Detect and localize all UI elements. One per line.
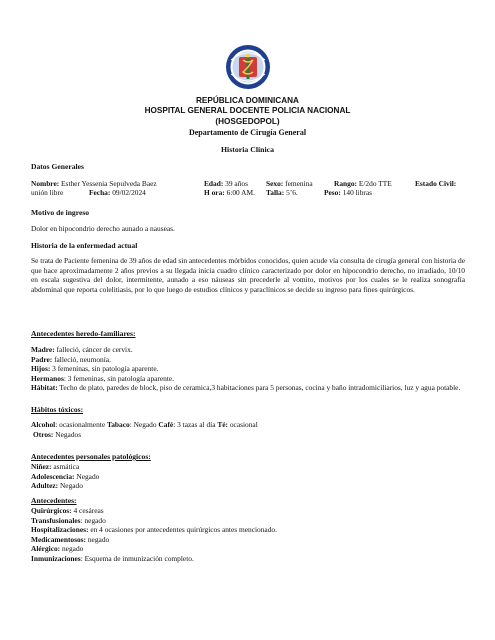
hospital-heading: HOSPITAL GENERAL DOCENTE POLICIA NACIONAL [144, 106, 351, 115]
hospitalizaciones-value: en 4 ocasiones por antecedentes quirúrgicos antes mencionado. [88, 525, 277, 535]
alcohol-value: : ocasionalmente [55, 420, 107, 429]
rango-value: E/2do TTE [358, 179, 392, 188]
heredo-list [31, 345, 465, 393]
medicamentosos-label: Medicamentosos: [31, 534, 87, 544]
hijos-label: Hijos: [31, 364, 51, 374]
otros-line [31, 430, 465, 440]
antecedentes-list [31, 506, 465, 564]
ninez-line [31, 462, 465, 472]
te-label: Té: [217, 420, 228, 429]
alergico-value: negado [60, 544, 84, 554]
talla-field [266, 188, 298, 198]
hermanos-line [31, 374, 465, 384]
document-title: Historia Clínica [220, 145, 275, 154]
padre-value: falleció, neumonía. [52, 354, 111, 364]
adultez-line [31, 481, 465, 491]
quirurgicos-label: Quirúrgicos: [31, 506, 72, 515]
peso-field [324, 188, 372, 198]
hermanos-value: : 3 femeninas, sin patología aparente. [63, 373, 175, 383]
hijos-value: 3 femeninas, sin patología aparente. [50, 364, 159, 374]
hospital-acronym: (HOSGEDOPOL) [215, 117, 280, 126]
peso-label: Peso: [324, 188, 341, 197]
adultez-value: Negado [58, 481, 83, 491]
motivo-text: Dolor en hipocondrio derecho aunado a nauseas. [31, 224, 175, 233]
ninez-value: asmática [51, 462, 80, 471]
antecedentes-title: Antecedentes: [31, 496, 77, 505]
adolescencia-line [31, 472, 465, 482]
hora-label: H ora: [204, 188, 225, 197]
inmunizaciones-label: Inmunizaciones [31, 553, 81, 563]
hora-value: 6:00 AM. [226, 188, 255, 197]
padre-label: Padre: [31, 354, 53, 364]
transfusionales-line [31, 516, 465, 526]
nombre-label: Nombre: [31, 179, 60, 188]
te-value: ocasional [228, 420, 258, 429]
habitat-line [31, 383, 465, 393]
alcohol-label: Alcohol [31, 420, 56, 429]
sexo-value: femenina [285, 179, 313, 188]
country-heading: REPÚBLICA DOMINICANA [196, 96, 299, 105]
hospitalizaciones-label: Hospitalizaciones: [31, 525, 89, 535]
talla-value: 5’6. [286, 188, 298, 197]
ninez-label: Niñez: [31, 462, 52, 471]
edad-label: Edad: [204, 179, 224, 188]
patologicos-title: Antecedentes personales patológicos: [31, 452, 151, 461]
habitos-list [31, 420, 465, 439]
alergico-label: Alérgico: [31, 544, 61, 554]
hora-field [204, 188, 255, 198]
fecha-label: Fecha: [89, 188, 111, 197]
department-heading: Departamento de Cirugía General [188, 128, 307, 137]
adolescencia-label: Adolescencia: [31, 471, 75, 481]
historia-title: Historia de la enfermedad actual [31, 241, 138, 250]
medicamentosos-line [31, 535, 465, 545]
fecha-field [89, 188, 146, 198]
habitat-label: Hábitat: [31, 383, 58, 393]
nombre-value: Esther Yessenia Sepulveda Baez [61, 179, 157, 188]
sexo-label: Sexo: [266, 179, 284, 188]
inmunizaciones-line [31, 554, 465, 564]
tabaco-label: Tabaco [106, 420, 130, 429]
estado-civil-label-field [415, 179, 456, 189]
peso-value: 140 libras [342, 188, 373, 197]
estado-civil-label: Estado Civil: [415, 179, 457, 188]
otros-label: Otros: [33, 429, 54, 439]
cafe-value: : 3 tazas al día [173, 420, 218, 429]
habitat-value: Techo de plato, paredes de block, piso de ceramica,3 habitaciones para 5 personas, cocina y baño intradomiciliarios, luz y agua potable. [57, 383, 461, 393]
transfusionales-label: Transfusionales [31, 515, 81, 525]
quirurgicos-line [31, 506, 465, 516]
madre-line [31, 345, 465, 355]
otros-value: Negados [53, 429, 82, 439]
inmunizaciones-value: : Esquema de inmunización completo. [80, 553, 194, 563]
quirurgicos-value: 4 cesáreas [71, 506, 104, 515]
fecha-value: 09/02/2024 [112, 188, 146, 197]
transfusionales-value: : negado [80, 515, 106, 525]
padre-line [31, 355, 465, 365]
adultez-label: Adultez: [31, 481, 59, 491]
estado-civil-value: unión libre [31, 188, 64, 197]
hijos-line [31, 364, 465, 374]
talla-label: Talla: [266, 188, 285, 197]
datos-generales-title: Datos Generales [31, 162, 84, 171]
patologicos-list [31, 462, 465, 491]
rango-label: Rango: [334, 179, 357, 188]
hermanos-label: Hermanos [31, 373, 64, 383]
estado-civil-value-field [31, 188, 63, 198]
motivo-title: Motivo de ingreso [31, 208, 90, 217]
adolescencia-value: Negado [74, 471, 100, 481]
historia-text: Se trata de Paciente femenina de 39 años de edad sin antecedentes mórbidos conocidos, quien acude vía consulta de cirugía general con historia de que hace aproximadamente 2 años previos a su llegada inicia cuadro clínico caracterizado por dolor en hipocondrio derecho, no irradiado, 10/10 en escala sugestiva del dolor, intermitente, aunado a eso náuseas sin precederle al vomito, motivos por los cuales se le realiza sonografía abdominal que reporta colelitiasis, por lo que luego de estudios clínicos y paraclínicos se decide su ingreso para fines quirúrgicos. [31, 256, 465, 294]
cafe-label: Café [158, 420, 174, 429]
alergico-line [31, 544, 465, 554]
habitos-title: Hábitos tóxicos: [31, 405, 84, 414]
madre-label: Madre: [31, 345, 55, 354]
edad-value: 39 años [225, 179, 248, 188]
madre-value: falleció, cáncer de cervix. [54, 345, 133, 354]
hospital-seal-icon [225, 44, 271, 90]
hospitalizaciones-line [31, 525, 465, 535]
habitos-line [31, 420, 465, 430]
tabaco-value: : Negado [129, 420, 159, 429]
heredo-title: Antecedentes heredo-familiares: [31, 329, 136, 338]
medicamentosos-value: negado [86, 534, 110, 544]
